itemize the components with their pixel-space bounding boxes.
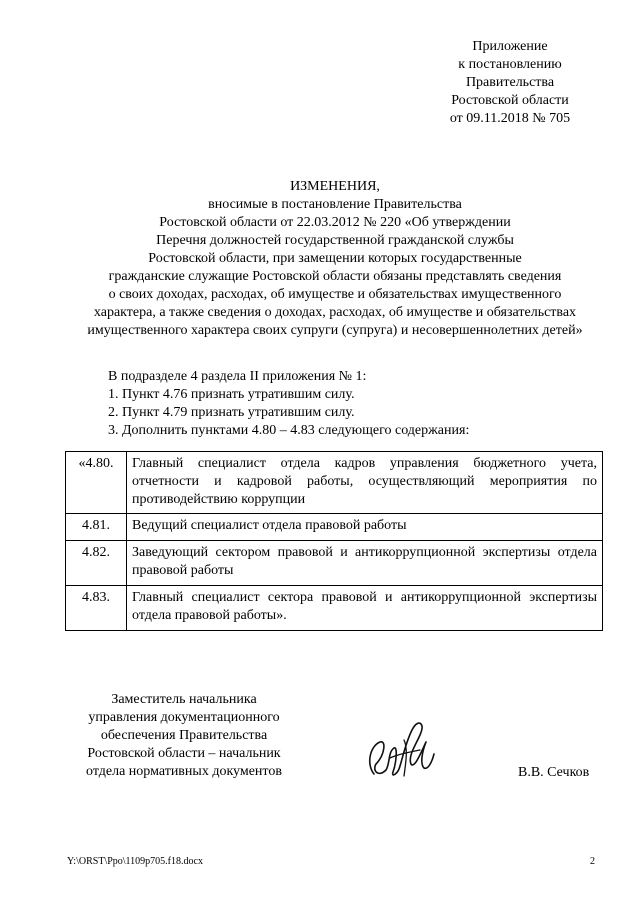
title-line: имущественного характера своих супруги (супруга) и несовершеннолетних детей» — [87, 323, 583, 338]
title-line: гражданские служащие Ростовской области обязаны представлять сведения — [108, 269, 562, 284]
title-line: характера, а также сведения о доходах, расходах, об имуществе и обязательствах — [93, 305, 577, 320]
intro-line: В подразделе 4 раздела II приложения № 1: — [108, 369, 367, 384]
row-text: Ведущий специалист отдела правовой работы — [127, 514, 603, 541]
position-line: Заместитель начальника — [111, 692, 257, 707]
appendix-block — [420, 38, 600, 128]
signer-name: В.В. Сечков — [518, 765, 590, 780]
file-path: Y:\ORST\Ppo\1109p705.f18.docx — [67, 856, 203, 867]
signature-icon — [360, 712, 440, 792]
position-line: обеспечения Правительства — [100, 728, 268, 743]
intro-line: 2. Пункт 4.79 признать утратившим силу. — [108, 405, 355, 420]
signatory-position — [50, 691, 318, 781]
position-line: Ростовской области – начальник — [87, 746, 281, 761]
row-number: 4.82. — [66, 541, 127, 586]
appendix-line: Ростовской области — [451, 93, 569, 108]
intro-line: 3. Дополнить пунктами 4.80 – 4.83 следующего содержания: — [108, 423, 470, 438]
table-row — [66, 586, 603, 631]
row-number: 4.81. — [66, 514, 127, 541]
title-heading: ИЗМЕНЕНИЯ, — [290, 179, 380, 194]
appendix-line: к постановлению — [458, 57, 562, 72]
handwritten-signature — [360, 712, 440, 792]
positions-table — [65, 451, 603, 631]
table-row — [66, 514, 603, 541]
title-line: Перечня должностей государственной гражданской службы — [156, 233, 514, 248]
intro-line: 1. Пункт 4.76 признать утратившим силу. — [108, 387, 355, 402]
row-number: «4.80. — [66, 452, 127, 514]
appendix-line: от 09.11.2018 № 705 — [449, 111, 571, 126]
row-text: Заведующий сектором правовой и антикоррупционной экспертизы отдела правовой работы — [127, 541, 603, 586]
row-text: Главный специалист сектора правовой и антикоррупционной экспертизы отдела правовой работы». — [127, 586, 603, 631]
table-row — [66, 541, 603, 586]
position-line: управления документационного — [88, 710, 280, 725]
title-line: вносимые в постановление Правительства — [208, 197, 462, 212]
position-line: отдела нормативных документов — [86, 764, 282, 779]
row-text: Главный специалист отдела кадров управления бюджетного учета, отчетности и кадровой работы, осуществляющий мероприятия по противодействию коррупции — [127, 452, 603, 514]
intro-paragraphs — [108, 368, 469, 440]
page-number: 2 — [590, 856, 595, 867]
title-line: о своих доходах, расходах, об имуществе и обязательствах имущественного — [108, 287, 562, 302]
title-line: Ростовской области от 22.03.2012 № 220 «Об утверждении — [159, 215, 511, 230]
appendix-line: Приложение — [472, 39, 548, 54]
document-title — [30, 178, 640, 340]
title-line: Ростовской области, при замещении которых государственные — [148, 251, 522, 266]
table-row — [66, 452, 603, 514]
row-number: 4.83. — [66, 586, 127, 631]
appendix-line: Правительства — [465, 75, 555, 90]
